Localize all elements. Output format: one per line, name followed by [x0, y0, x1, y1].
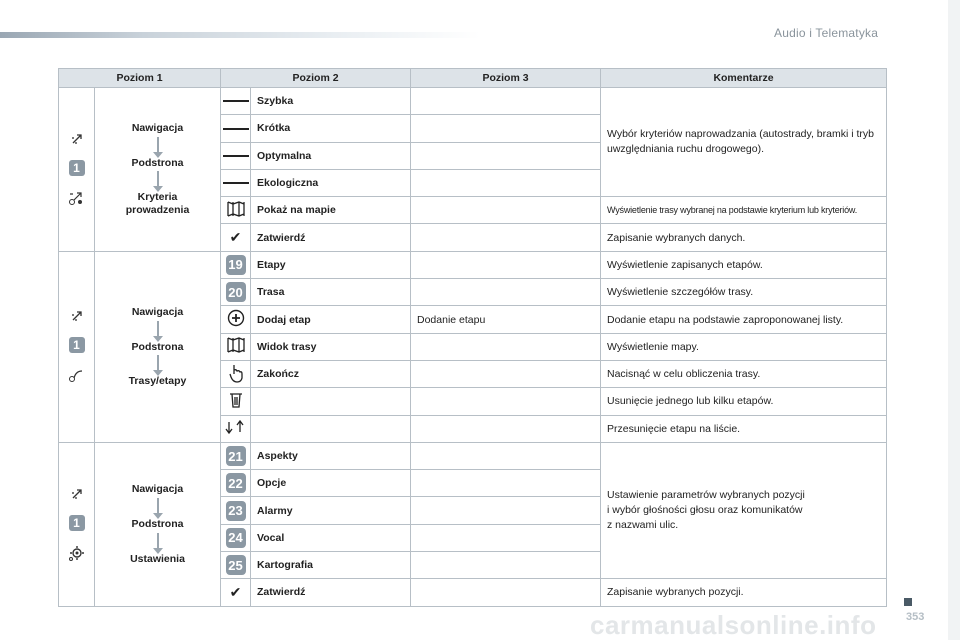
down-arrow-icon: [157, 171, 159, 187]
map-glyph: [226, 336, 246, 354]
level2-icon-cell: [221, 470, 251, 497]
level1-icon-stack: [59, 487, 94, 562]
menu-table: [58, 68, 887, 607]
level1-badge: 1: [69, 337, 85, 353]
section-title: Audio i Telematyka: [774, 26, 879, 40]
navigation-icon: [70, 309, 84, 323]
comment-cell: Przesunięcie etapu na liście.: [601, 415, 887, 442]
level1-path-cell: [95, 442, 221, 606]
down-arrow-icon: [157, 498, 159, 514]
table-header-row: [59, 69, 887, 88]
level2-label: Pokaż na mapie: [251, 197, 411, 224]
dash-icon: [223, 182, 249, 184]
level3-cell: [411, 360, 601, 387]
table-row: [59, 442, 887, 469]
number-badge-icon: 24: [226, 528, 246, 548]
comment-cell: Nacisnąć w celu obliczenia trasy.: [601, 360, 887, 387]
number-badge-icon: 19: [226, 255, 246, 275]
down-arrow-icon: [157, 355, 159, 371]
navigation-icon: [70, 132, 84, 146]
level2-icon-cell: [221, 442, 251, 469]
level3-cell: [411, 497, 601, 524]
level3-cell: [411, 415, 601, 442]
comment-cell: Wyświetlenie trasy wybranej na podstawie kryterium lub kryteriów.: [601, 197, 887, 224]
down-arrow-icon: [157, 533, 159, 549]
level2-label: Trasa: [251, 279, 411, 306]
page-number: 353: [906, 611, 925, 623]
comment-cell: Wybór kryteriów naprowadzania (autostrady, bramki i tryb uwzględniania ruchu drogowego).: [601, 88, 887, 197]
level2-label: Krótka: [251, 115, 411, 142]
level3-cell: [411, 197, 601, 224]
level1-icons-cell: [59, 251, 95, 442]
comment-cell: Ustawienie parametrów wybranych pozycji i wybór głośności głosu oraz komunikatów z nazwami ulic.: [601, 442, 887, 578]
level2-label: Zatwierdź: [251, 224, 411, 251]
comment-cell: Dodanie etapu na podstawie zaproponowanej listy.: [601, 306, 887, 333]
navigation-icon: [70, 487, 84, 501]
level2-icon-cell: [221, 115, 251, 142]
map-icon: [226, 209, 246, 221]
level2-label: Dodaj etap: [251, 306, 411, 333]
level2-icon-cell: [221, 333, 251, 360]
comment-cell: Zapisanie wybranych danych.: [601, 224, 887, 251]
header-comments: Komentarze: [601, 69, 887, 88]
level1-icon-stack: [59, 132, 94, 207]
comment-cell: Wyświetlenie szczegółów trasy.: [601, 279, 887, 306]
level3-cell: [411, 142, 601, 169]
move-icon: [225, 427, 247, 439]
page-marker: [904, 598, 912, 606]
level2-icon-cell: [221, 552, 251, 579]
level2-icon-cell: [221, 142, 251, 169]
submenu-icon: [68, 367, 86, 384]
level3-cell: [411, 388, 601, 415]
menu-path-step: Podstrona: [131, 340, 184, 353]
number-badge-icon: 22: [226, 473, 246, 493]
comment-cell: Wyświetlenie mapy.: [601, 333, 887, 360]
table-row: [59, 251, 887, 278]
menu-path-step: Kryteria prowadzenia: [125, 191, 190, 216]
header-decoration-bar: [0, 32, 480, 38]
map-glyph: [226, 200, 246, 218]
level1-icon-stack: [59, 309, 94, 384]
level2-icon-cell: [221, 279, 251, 306]
level3-cell: [411, 115, 601, 142]
level2-label: Ekologiczna: [251, 169, 411, 196]
level1-badge: 1: [69, 160, 85, 176]
level2-icon-cell: [221, 88, 251, 115]
level1-icons-cell: [59, 442, 95, 606]
level2-icon-cell: [221, 169, 251, 196]
down-arrow-icon: [157, 321, 159, 337]
level3-cell: [411, 169, 601, 196]
trash-glyph: [228, 391, 244, 409]
number-badge-icon: 25: [226, 555, 246, 575]
level2-label: Optymalna: [251, 142, 411, 169]
menu-path-step: Nawigacja: [131, 483, 184, 496]
add-glyph: [227, 309, 245, 327]
level3-cell: [411, 333, 601, 360]
level2-icon-cell: [221, 251, 251, 278]
map-icon: [226, 345, 246, 357]
check-icon: ✔: [229, 229, 242, 246]
check-icon: ✔: [229, 583, 242, 600]
level2-label: Alarmy: [251, 497, 411, 524]
level3-cell: [411, 88, 601, 115]
header-level3: Poziom 3: [411, 69, 601, 88]
menu-path: [95, 122, 220, 216]
add-icon: [227, 318, 245, 330]
dash-icon: [223, 155, 249, 157]
level1-icons-cell: [59, 88, 95, 252]
level3-cell: Dodanie etapu: [411, 306, 601, 333]
level2-label: [251, 415, 411, 442]
level2-label: Szybka: [251, 88, 411, 115]
level3-cell: [411, 552, 601, 579]
level2-label: Zakończ: [251, 360, 411, 387]
level2-label: Vocal: [251, 524, 411, 551]
level2-label: Kartografia: [251, 552, 411, 579]
level3-cell: [411, 579, 601, 606]
menu-path-step: Nawigacja: [131, 305, 184, 318]
menu-path-step: Ustawienia: [130, 552, 185, 565]
level2-label: Widok trasy: [251, 333, 411, 360]
page-edge: [948, 0, 960, 640]
level2-icon-cell: [221, 306, 251, 333]
level2-label: Opcje: [251, 470, 411, 497]
menu-path-step: Trasy/etapy: [128, 375, 187, 388]
number-badge-icon: 21: [226, 446, 246, 466]
level2-label: Etapy: [251, 251, 411, 278]
dash-icon: [223, 100, 249, 102]
level2-label: Zatwierdź: [251, 579, 411, 606]
level2-icon-cell: [221, 579, 251, 606]
level3-cell: [411, 224, 601, 251]
trash-icon: [228, 400, 244, 412]
menu-path-step: Podstrona: [131, 156, 184, 169]
number-badge-icon: 23: [226, 501, 246, 521]
comment-cell: Wyświetlenie zapisanych etapów.: [601, 251, 887, 278]
level1-badge: 1: [69, 515, 85, 531]
watermark: carmanualsonline.info: [590, 610, 877, 640]
header-level1: Poziom 1: [59, 69, 221, 88]
level2-icon-cell: [221, 197, 251, 224]
level3-cell: [411, 279, 601, 306]
number-badge-icon: 20: [226, 282, 246, 302]
level2-icon-cell: [221, 524, 251, 551]
comment-cell: Usunięcie jednego lub kilku etapów.: [601, 388, 887, 415]
level3-cell: [411, 442, 601, 469]
menu-path: [95, 483, 220, 565]
hand-icon: [228, 374, 244, 386]
level2-icon-cell: [221, 224, 251, 251]
level3-cell: [411, 524, 601, 551]
down-arrow-icon: [157, 137, 159, 153]
menu-path: [95, 306, 220, 388]
level2-label: [251, 388, 411, 415]
header-level2: Poziom 2: [221, 69, 411, 88]
table-row: [59, 88, 887, 115]
level2-icon-cell: [221, 415, 251, 442]
menu-path-step: Nawigacja: [131, 122, 184, 135]
submenu-icon: [68, 545, 86, 562]
menu-path-step: Podstrona: [131, 517, 184, 530]
submenu-icon: [68, 190, 86, 207]
level2-icon-cell: [221, 497, 251, 524]
dash-icon: [223, 128, 249, 130]
level3-cell: [411, 470, 601, 497]
move-glyph: [225, 418, 247, 436]
level2-label: Aspekty: [251, 442, 411, 469]
level1-path-cell: [95, 251, 221, 442]
comment-cell: Zapisanie wybranych pozycji.: [601, 579, 887, 606]
level1-path-cell: [95, 88, 221, 252]
level2-icon-cell: [221, 388, 251, 415]
level3-cell: [411, 251, 601, 278]
hand-glyph: [228, 363, 244, 383]
level2-icon-cell: [221, 360, 251, 387]
